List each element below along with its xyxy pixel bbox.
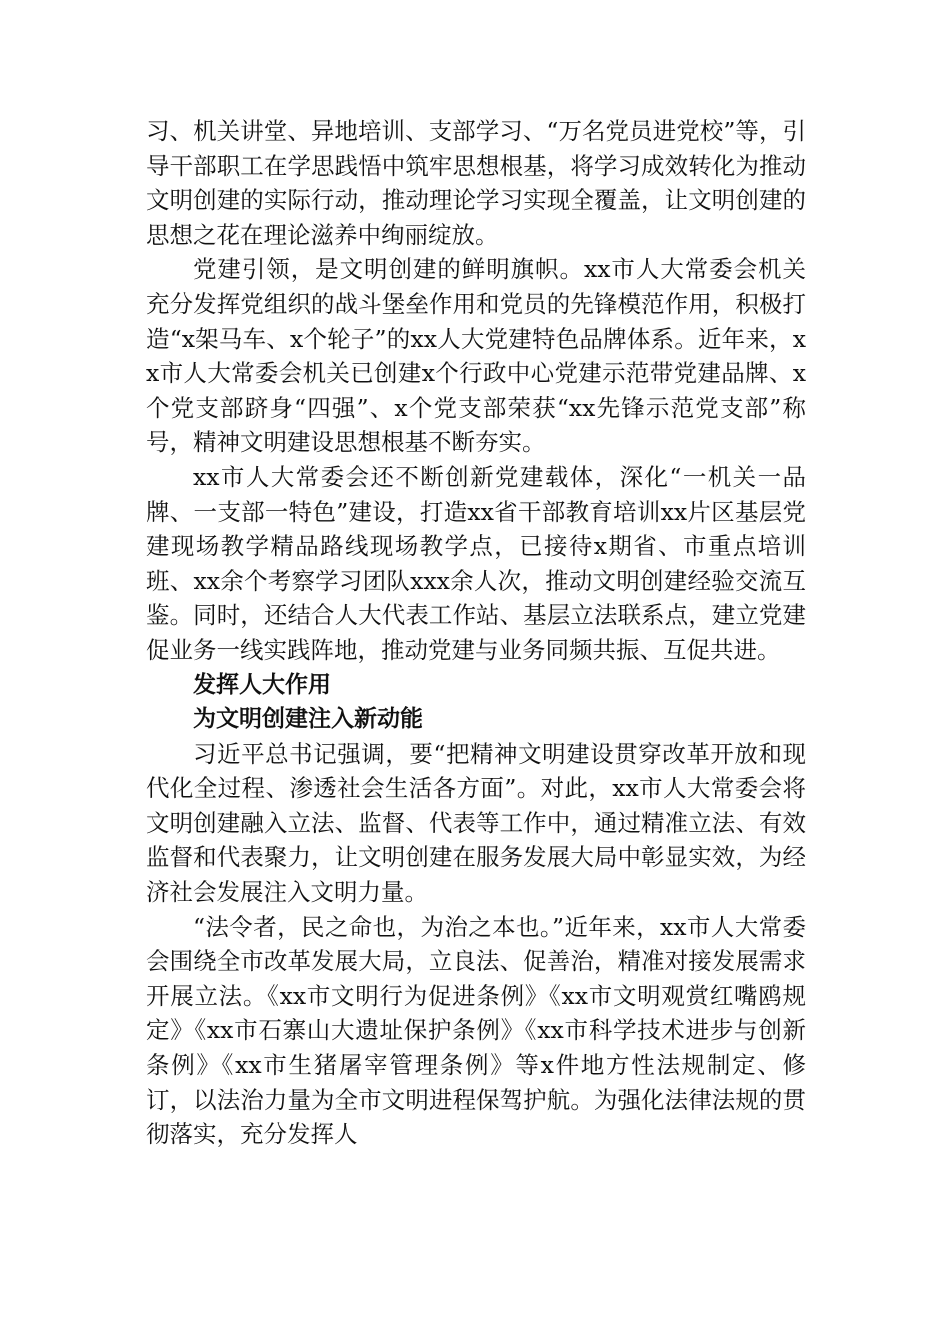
paragraph-xi-quote: 习近平总书记强调，要“把精神文明建设贯穿改革开放和现代化全过程、渗透社会生活各方面”。对此，xx市人大常委会将文明创建融入立法、监督、代表等工作中，通过精准立法、有效监督和代表聚力，让文明创建在服务发展大局中彰显实效，为经济社会发展注入文明力量。 (146, 739, 806, 907)
paragraph-legislation: “法令者，民之命也，为治之本也。”近年来，xx市人大常委会围绕全市改革发展大局，立良法、促善治，精准对接发展需求开展立法。《xx市文明行为促进条例》《xx市文明观赏红嘴鸥规定》《xx市石寨山大遗址保护条例》《xx市科学技术进步与创新条例》《xx市生猪屠宰管理条例》等x件地方性法规制定、修订，以法治力量为全市文明进程保驾护航。为强化法律法规的贯彻落实，充分发挥人 (146, 912, 806, 1149)
section-heading-line-1: 发挥人大作用 (193, 671, 331, 698)
paragraph-continued: 习、机关讲堂、异地培训、支部学习、“万名党员进党校”等，引导干部职工在学思践悟中筑牢思想根基，将学习成效转化为推动文明创建的实际行动，推动理论学习实现全覆盖，让文明创建的思想之花在理论滋养中绚丽绽放。 (146, 117, 806, 249)
paragraph-innovation: xx市人大常委会还不断创新党建载体，深化“一机关一品牌、一支部一特色”建设，打造xx省干部教育培训xx片区基层党建现场教学精品路线现场教学点，已接待x期省、市重点培训班、xx余个考察学习团队xxx余人次，推动文明创建经验交流互鉴。同时，还结合人大代表工作站、基层立法联系点，建立党建促业务一线实践阵地，推动党建与业务同频共振、互促共进。 (146, 462, 806, 664)
document-body (146, 114, 806, 1152)
section-heading-line-2: 为文明创建注入新动能 (193, 706, 423, 733)
paragraph-party-building: 党建引领，是文明创建的鲜明旗帜。xx市人大常委会机关充分发挥党组织的战斗堡垒作用和党员的先锋模范作用，积极打造“x架马车、x个轮子”的xx人大党建特色品牌体系。近年来，xx市人大常委会机关已创建x个行政中心党建示范带党建品牌、x个党支部跻身“四强”、x个党支部荣获“xx先锋示范党支部”称号，精神文明建设思想根基不断夯实。 (146, 255, 806, 457)
